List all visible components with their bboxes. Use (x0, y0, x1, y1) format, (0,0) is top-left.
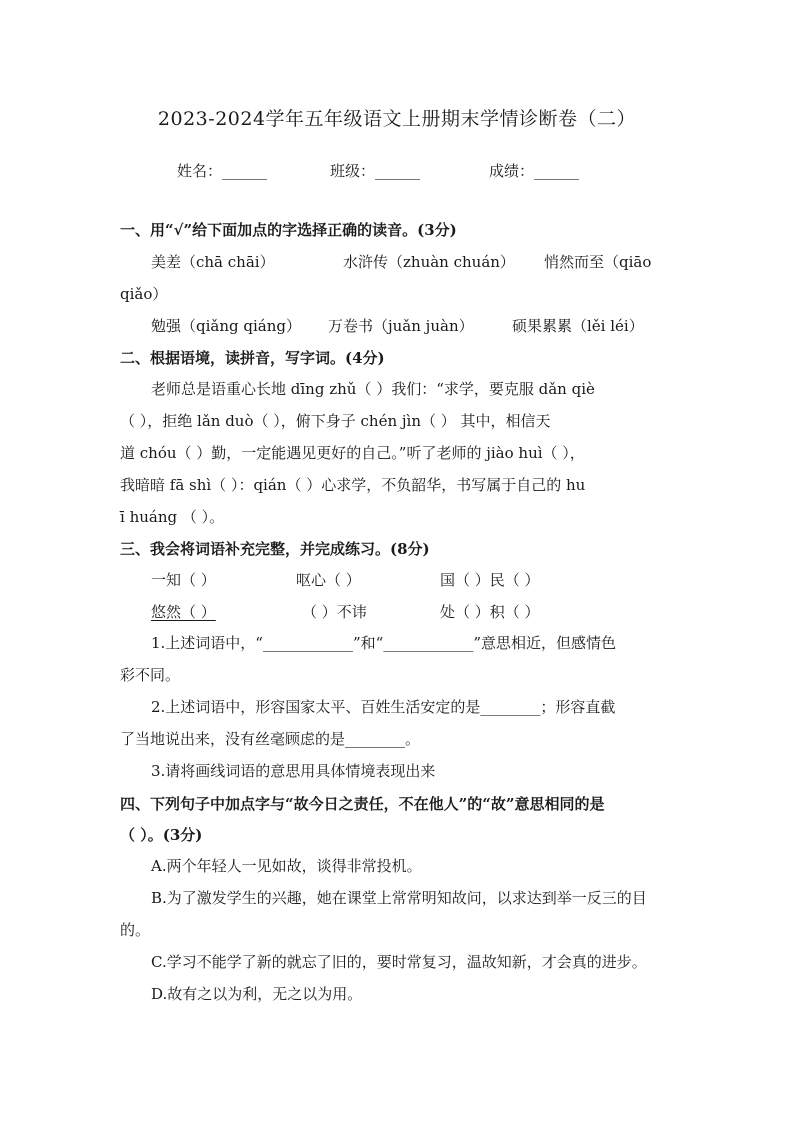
q3-sub-question-2-cont: 了当地说出来，没有丝毫顾虑的是________。 (120, 730, 421, 748)
q4-option-b-cont: 的。 (120, 921, 151, 939)
class-field-label: 班级：______ (330, 162, 421, 180)
q1-item-2: 水浒传（zhuàn chuán） (343, 253, 515, 271)
q1-item-5: 万卷书（juǎn juàn） (328, 317, 474, 335)
question-4-heading: 四、下列句子中加点字与“故今日之责任，不在他人”的“故”意思相同的是 (120, 795, 605, 813)
q1-item-1: 美差（chā chāi） (151, 253, 275, 271)
score-field-label: 成绩：______ (489, 162, 580, 180)
q1-item-3: 悄然而至（qiāo (544, 253, 652, 271)
q3-sub-question-3: 3.请将画线词语的意思用具体情境表现出来 (151, 762, 436, 780)
q2-passage-line: 我暗暗 fā shì（ ）：qián（ ）心求学，不负韶华，书写属于自己的 hu (120, 476, 586, 494)
page-title: 2023-2024学年五年级语文上册期末学情诊断卷（二） (157, 108, 637, 130)
q3-sub-question-1-cont: 彩不同。 (120, 666, 181, 684)
q4-option-d: D.故有之以为利，无之以为用。 (151, 985, 363, 1003)
q3-sub-question-2: 2.上述词语中，形容国家太平、百姓生活安定的是________；形容直截 (151, 698, 616, 716)
question-4-heading-cont: （ ）。(3分) (120, 826, 203, 844)
question-1-heading: 一、用“√”给下面加点的字选择正确的读音。(3分) (120, 221, 457, 239)
q3-word-6: 处（ ）积（ ） (440, 603, 540, 621)
q4-option-a: A.两个年轻人一见如故，谈得非常投机。 (151, 857, 422, 875)
q2-passage-line: 老师总是语重心长地 dīng zhǔ（ ）我们：“求学，要克服 dǎn qiè (151, 380, 595, 398)
q3-word-4-underlined: 悠然（ ） (151, 603, 216, 621)
q2-passage-line: ī huáng （ ）。 (120, 508, 225, 526)
q3-word-2: 呕心（ ） (296, 571, 361, 589)
q3-word-3: 国（ ）民（ ） (440, 571, 540, 589)
q3-sub-question-1: 1.上述词语中，“____________”和“____________”意思相近，但感情色 (151, 634, 616, 652)
name-field-label: 姓名：______ (177, 162, 268, 180)
question-2-heading: 二、根据语境，读拼音，写字词。(4分) (120, 349, 385, 367)
q2-passage-line: （ ），拒绝 lǎn duò（ ），俯下身子 chén jìn（ ） 其中，相信天 (120, 412, 551, 430)
question-3-heading: 三、我会将词语补充完整，并完成练习。(8分) (120, 540, 430, 558)
q1-item-4: 勉强（qiǎng qiáng） (151, 317, 301, 335)
q4-option-c: C.学习不能学了新的就忘了旧的，要时常复习，温故知新，才会真的进步。 (151, 953, 647, 971)
q4-option-b: B.为了激发学生的兴趣，她在课堂上常常明知故问，以求达到举一反三的目 (151, 889, 647, 907)
q2-passage-line: 道 chóu（ ）勤，一定能遇见更好的自己。”听了老师的 jiào huì（ ）， (120, 444, 585, 462)
q3-word-1: 一知（ ） (151, 571, 216, 589)
q3-word-5: （ ）不讳 (302, 603, 367, 621)
q1-item-3-cont: qiǎo） (120, 285, 168, 303)
q1-item-6: 硕果累累（lěi léi） (512, 317, 644, 335)
